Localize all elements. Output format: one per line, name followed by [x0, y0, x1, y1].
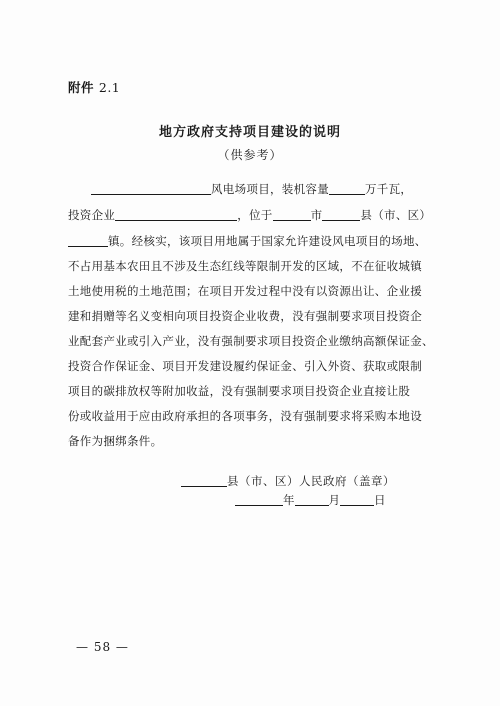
year-label: 年	[283, 493, 295, 507]
signature-county-blank	[181, 474, 227, 487]
paragraph-line-7: 业配套产业或引入产业，没有强制要求项目投资企业缴纳高额保证金、	[68, 334, 434, 348]
paragraph-line-6: 建和捐赠等名义变相向项目投资企业收费，没有强制要求项目投资企	[68, 309, 422, 323]
capacity-unit: 万千瓦，	[365, 182, 413, 196]
paragraph-line-3	[68, 233, 440, 249]
signature-date-line	[235, 492, 386, 508]
page-number: — 58 —	[76, 640, 129, 654]
signature-org-line	[181, 473, 395, 489]
company-blank	[115, 208, 237, 221]
city-label: 市	[310, 208, 323, 222]
line-1-text: 风电场项目，装机容量	[211, 182, 329, 196]
paragraph-line-5: 土地使用税的土地范围；在项目开发过程中没有以资源出让、企业援	[68, 284, 422, 298]
line-3-text: 镇。经核实，该项目用地属于国家允许建设风电项目的场地、	[108, 234, 427, 248]
paragraph-line-11: 备作为捆绑条件。	[68, 434, 163, 448]
paragraph-line-9: 项目的碳排放权等附加收益，没有强制要求项目投资企业直接让股	[68, 384, 411, 398]
document-title: 地方政府支持项目建设的说明	[158, 125, 341, 140]
paragraph-line-1	[68, 181, 440, 197]
document-subtitle: （供参考）	[217, 148, 283, 162]
line-2-mid: ，位于	[237, 208, 273, 222]
attachment-number: 2.1	[98, 80, 121, 95]
line-2-prefix: 投资企业	[68, 208, 116, 222]
signature-org: 县（市、区）人民政府（盖章）	[227, 474, 395, 488]
town-blank	[68, 234, 108, 247]
month-label: 月	[328, 493, 340, 507]
project-name-blank	[91, 182, 211, 195]
paragraph-line-2	[68, 207, 440, 223]
city-blank	[273, 208, 311, 221]
paragraph-line-10: 份或收益用于应由政府承担的各项事务，没有强制要求将采购本地设	[68, 409, 422, 423]
attachment-label	[68, 78, 120, 96]
attachment-text: 附件	[68, 80, 95, 95]
day-label: 日	[374, 493, 386, 507]
year-blank	[235, 493, 283, 506]
county-label: 县（市、区）	[360, 208, 432, 222]
capacity-blank	[329, 182, 365, 195]
paragraph-line-8: 投资合作保证金、项目开发建设履约保证金、引入外资、获取或限制	[68, 359, 422, 373]
paragraph-line-4: 不占用基本农田且不涉及生态红线等限制开发的区域，不在征收城镇	[68, 259, 422, 273]
month-blank	[295, 493, 329, 506]
day-blank	[340, 493, 374, 506]
county-blank	[322, 208, 360, 221]
